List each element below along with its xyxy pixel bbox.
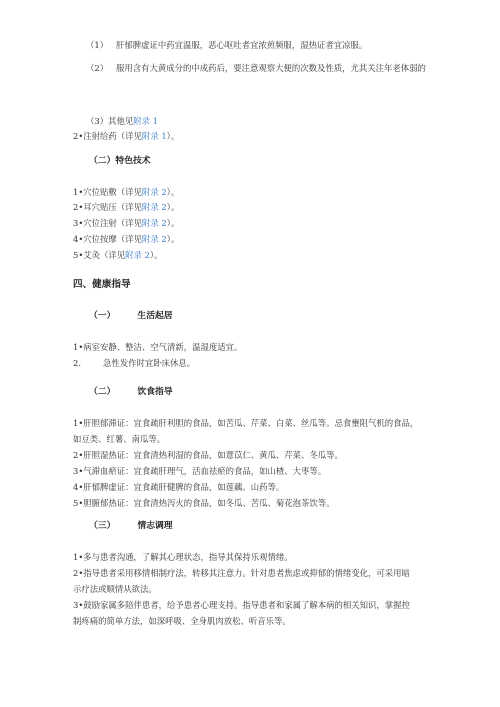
- appendix-link[interactable]: 附录 1: [141, 131, 167, 141]
- paragraph-med-2: [86, 60, 440, 76]
- paragraph-text: 急性发作时宜卧床休息。: [103, 358, 196, 368]
- list-item-text: 3•穴位注射（详见: [73, 218, 142, 228]
- paragraph-text: ）。: [166, 131, 180, 141]
- section-title-tech: （二）特色技术: [89, 156, 151, 166]
- paragraph: 3•鼓励家属多陪伴患者，给予患者心理支持。指导患者和家属了解本病的相关知识，掌握控: [73, 600, 410, 610]
- section-title-health: 四、健康指导: [73, 279, 131, 290]
- subsection-label: 饮食指导: [137, 387, 173, 397]
- paragraph: 2•指导患者采用移情相制疗法，转移其注意力。针对患者焦虑或抑郁的情绪变化，可采用暗: [73, 568, 410, 578]
- item-number: 2.: [73, 358, 81, 368]
- list-item-text: 2•耳穴贴压（详见: [73, 202, 142, 212]
- item-number: （2）: [86, 63, 109, 73]
- subsection-title-emotion: [89, 518, 440, 534]
- paragraph: 1•多与患者沟通，了解其心理状态，指导其保持乐观情绪。: [73, 552, 293, 562]
- appendix-link[interactable]: 附录 1: [133, 116, 158, 126]
- paragraph: 2•肝胆湿热证：宜食清热利湿的食品，如薏苡仁、黄瓜、芹菜、冬瓜等。: [73, 450, 343, 460]
- appendix-link[interactable]: 附录 2: [141, 218, 167, 228]
- subsection-number: （一）: [89, 311, 116, 321]
- paragraph: 5•胆腑郁热证：宜食清热泻火的食品，如冬瓜、苦瓜、菊花泡茶饮等。: [73, 498, 335, 508]
- paragraph: 4•肝郁脾虚证：宜食疏肝健脾的食品，如莲藕、山药等。: [73, 482, 285, 492]
- paragraph: [73, 355, 440, 371]
- paragraph-med-3: [86, 113, 440, 129]
- list-item-text: ）。: [166, 234, 180, 244]
- paragraph-injection: [73, 128, 440, 144]
- list-item: [73, 247, 440, 263]
- list-item: [73, 199, 440, 215]
- appendix-link[interactable]: 附录 2: [141, 187, 167, 197]
- paragraph: 如豆类、红薯、南瓜等。: [73, 434, 166, 444]
- list-item-text: 5•艾灸（详见: [73, 250, 126, 260]
- paragraph-med-1: [86, 37, 440, 53]
- subsection-label: 生活起居: [137, 311, 173, 321]
- paragraph: 1•病室安静、整洁、空气清新，温湿度适宜。: [73, 342, 243, 352]
- item-number: （1）: [86, 40, 109, 50]
- subsection-label: 情志调理: [137, 521, 173, 531]
- subsection-title-life: [89, 308, 440, 324]
- subsection-number: （二）: [89, 387, 116, 397]
- paragraph: 制疼痛的简单方法，如深呼吸、全身肌肉放松、听音乐等。: [73, 616, 291, 626]
- list-item-text: ）。: [149, 250, 163, 260]
- paragraph-text: 2•注射给药（详见: [73, 131, 142, 141]
- paragraph: 示疗法或顺情从欲法。: [73, 584, 157, 594]
- list-item-text: ）。: [166, 218, 180, 228]
- list-item: [73, 184, 440, 200]
- paragraph: 1•肝胆郁滞证：宜食疏肝利胆的食品，如苦瓜、芹菜、白菜、丝瓜等。忌食壅阻气机的食品，: [73, 418, 419, 428]
- list-item-text: ）。: [166, 187, 180, 197]
- list-item-text: 4•穴位按摩（详见: [73, 234, 142, 244]
- list-item: [73, 215, 440, 231]
- paragraph-text: （3）其他见: [86, 116, 134, 126]
- appendix-link[interactable]: 附录 2: [141, 234, 167, 244]
- paragraph: 3•气滞血瘀证：宜食疏肝理气，活血祛瘀的食品，如山楂、大枣等。: [73, 466, 327, 476]
- paragraph-text: 肝郁脾虚证中药宜温服，恶心呕吐者宜浓煎频服，湿热证者宜凉服。: [116, 40, 368, 50]
- paragraph-text: 服用含有大黄成分的中成药后，要注意观察大便的次数及性质，尤其关注年老体弱的: [116, 63, 426, 73]
- list-item-text: ）。: [166, 202, 180, 212]
- appendix-link[interactable]: 附录 2: [141, 202, 167, 212]
- appendix-link[interactable]: 附录 2: [125, 250, 150, 260]
- list-item-text: 1•穴位贴敷（详见: [73, 187, 142, 197]
- subsection-title-diet: [89, 384, 440, 400]
- list-item: [73, 231, 440, 247]
- subsection-number: （三）: [89, 521, 116, 531]
